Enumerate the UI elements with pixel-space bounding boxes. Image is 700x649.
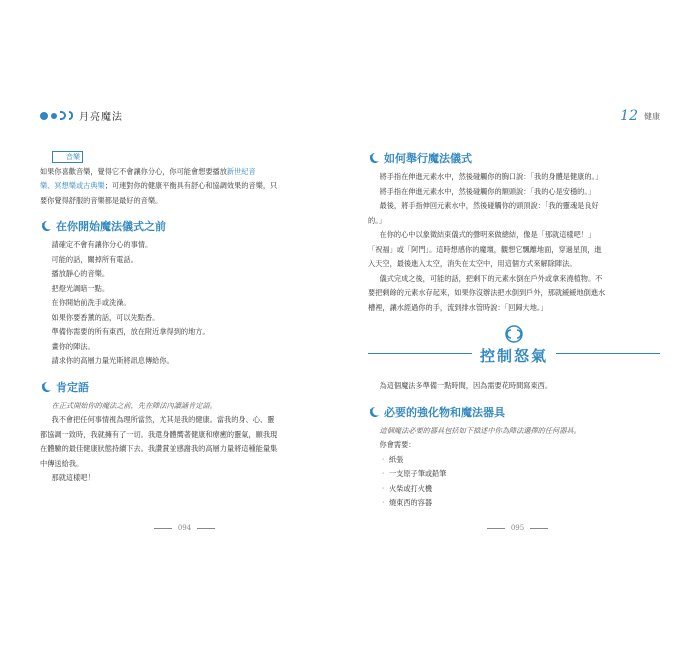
chapter-number: 12	[620, 108, 638, 124]
list-item: 如果你要香薰的話，可以先點香。	[51, 312, 160, 322]
tools-list	[368, 453, 660, 511]
list-item: 請確定不會有讓你分心的事情。	[51, 240, 153, 249]
left-content	[40, 150, 333, 486]
left-page	[18, 98, 351, 548]
ritual-closing: 在你的心中以象徵結束儀式的聲明來做總結，像是「那就這樣吧！」 「祝福」或「阿門」。這時想感你的魔壇，觀想它飄離地面，穿過星頂，進 入天空，最後進入太空，消失在太空中，用這個方式來解除陣法。	[368, 230, 602, 268]
list-item: ‧ 紙張	[379, 454, 404, 464]
list-item: 在你開始前洗手或洗澡。	[51, 298, 131, 307]
affirmation-closing: 那就這樣吧！	[51, 473, 95, 482]
right-running-head	[620, 108, 660, 124]
crescent-moon-icon	[40, 220, 52, 232]
ritual-after: 儀式完成之後，可能的話，把剩下的元素水倒在戶外或拿來澆植物。不 要把剩餘的元素水存起來，如果你沒辦法把水倒到戶外，那就緩緩地倒進水 槽裡，讓水經過你的手，流到排水管時說：「回歸大地。」	[368, 273, 606, 312]
crescent-moon-icon	[368, 152, 380, 164]
list-item: 準備你需要的所有東西，放在附近拿得到的地方。	[51, 327, 210, 336]
right-content	[368, 150, 660, 511]
affirmation-lead: 在正式開始你的魔法之前，先在陣法內讀誦肯定語。	[51, 400, 217, 410]
moon-emblem-icon	[505, 325, 523, 343]
list-item: 畫你的陣法。	[51, 341, 95, 351]
before-ritual-list	[40, 238, 333, 369]
list-item: ‧ 一支原子筆或鉛筆	[379, 469, 447, 478]
right-page-number: 095	[351, 524, 684, 532]
section-heading-how-to-perform: 如何舉行魔法儀式	[368, 150, 660, 166]
list-item: 可能的話，關掉所有電話。	[51, 254, 138, 264]
section-heading-before-ritual: 在你開始魔法儀式之前	[40, 218, 333, 234]
left-page-number: 094	[18, 524, 351, 532]
spell-title: 控制怒氣	[472, 345, 556, 366]
section-heading-affirmation: 肯定語	[40, 379, 333, 395]
affirmation-body: 我不會把任何事情視為理所當然，尤其是我的健康。當我的身、心、靈 都協調一致時，我就擁有了一切。我還身體嚮著健康和療癒的靈氣，願我現 在體驗的最佳健康狀態持續下去。我讚賞並感謝我的高層力量將這種能量集 中傳送給我。	[40, 415, 278, 468]
moon-phase-icon	[40, 111, 73, 120]
crescent-moon-icon	[40, 381, 52, 393]
list-item: ‧ 燒東西的容器	[379, 498, 433, 507]
list-item: 播放靜心的音樂。	[51, 269, 110, 278]
ritual-steps: 將手指在伸進元素水中，然後碰觸你的胸口說：「我的身體是健康的。」 將手指在伸進元素水中，然後碰觸你的額頭說：「我的心是安穩的。」 最後，將手指伸回元素水中，然後碰觸你的頭頂說：「我的靈魂是良好 的。」	[368, 172, 603, 225]
crescent-moon-icon	[368, 406, 380, 418]
list-item: 把燈光調暗一點。	[51, 283, 110, 293]
intro-paragraph: 音樂 如果你喜歡音樂，覺得它不會讓你分心，你可能會想要播放新世紀音 樂、冥想樂或古典樂；可連對你的健康平衡具有舒心和協調效果的音樂，只 要你覺得舒服的音樂都是最好的音樂。	[40, 153, 278, 205]
list-item: 請求你的高層力量光斯將訊息傳給你。	[51, 356, 174, 365]
chapter-subtitle: 健康	[644, 111, 660, 121]
section-heading-tools: 必要的強化物和魔法器具	[368, 404, 660, 420]
chapter-title: 月亮魔法	[79, 112, 123, 123]
left-running-head	[40, 108, 123, 123]
right-page	[351, 98, 684, 548]
tools-need: 你會需要：	[379, 440, 416, 449]
spell-lead: 為這個魔法多準備一點時間，因為需要花時間寫東西。	[379, 381, 553, 390]
list-item: ‧ 火柴或打火機	[379, 483, 433, 493]
spell-banner	[368, 329, 660, 369]
book-spread	[18, 98, 684, 548]
tools-lead: 這個魔法必要的器具包括如下描述中你為陣法選擇的任何器具。	[379, 425, 581, 435]
music-tag: 音樂	[52, 151, 84, 163]
